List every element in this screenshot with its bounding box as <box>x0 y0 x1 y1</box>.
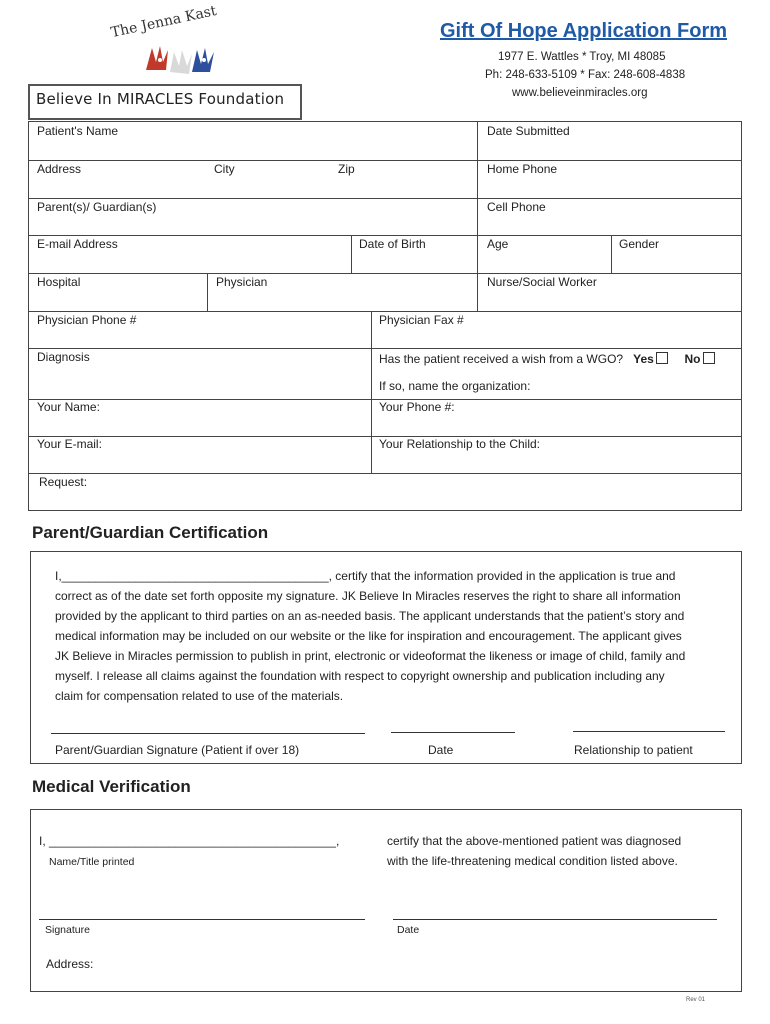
nurse-social-worker-field[interactable]: Nurse/Social Worker <box>487 275 597 289</box>
no-label: No <box>684 352 701 366</box>
guardians-field[interactable]: Parent(s)/ Guardian(s) <box>37 200 157 214</box>
logo-arc-text: The Jenna Kast <box>109 3 218 41</box>
form-title: Gift Of Hope Application Form <box>440 20 728 42</box>
relationship-field[interactable]: Your Relationship to the Child: <box>379 437 540 451</box>
header-address: 1977 E. Wattles * Troy, MI 48085 <box>498 51 666 63</box>
medical-certify-line1: certify that the above-mentioned patient was diagnosed <box>387 834 682 848</box>
medical-name-line[interactable]: I, ___________________________________________, <box>39 834 340 848</box>
cert-line: provided by the applicant to third parties on an as-needed basis. The applicant understands that the patient’s story and <box>55 609 685 623</box>
medical-address-field[interactable]: Address: <box>46 957 94 971</box>
diagnosis-field[interactable]: Diagnosis <box>37 350 90 364</box>
hospital-field[interactable]: Hospital <box>37 275 81 289</box>
organization-field[interactable]: If so, name the organization: <box>379 379 531 393</box>
patient-name-field[interactable]: Patient's Name <box>37 124 118 138</box>
zip-field[interactable]: Zip <box>338 162 355 176</box>
header-website: www.believeinmiracles.org <box>512 87 648 99</box>
cert-line: correct as of the date set forth opposite my signature. JK Believe In Miracles reserves the right to share all information <box>55 589 681 603</box>
wish-question <box>379 352 715 366</box>
home-phone-field[interactable]: Home Phone <box>487 162 558 176</box>
medical-signature-label: Signature <box>45 924 90 936</box>
certification-box <box>30 551 742 764</box>
guardian-signature-label: Parent/Guardian Signature (Patient if over 18) <box>55 743 300 757</box>
physician-field[interactable]: Physician <box>216 275 268 289</box>
gender-field[interactable]: Gender <box>619 237 660 251</box>
revision-label: Rev 01 <box>686 997 706 1003</box>
cert-line: myself. I release all claims against the foundation with respect to copyright ownership and publication including any <box>55 669 665 683</box>
date-submitted-field[interactable]: Date Submitted <box>487 124 570 138</box>
wish-question-text: Has the patient received a wish from a WGO? <box>379 352 624 366</box>
logo-name: Believe In MIRACLES Foundation <box>36 90 285 108</box>
cell-phone-field[interactable]: Cell Phone <box>487 200 546 214</box>
request-field[interactable]: Request: <box>39 475 88 489</box>
yes-label: Yes <box>633 352 654 366</box>
address-field[interactable]: Address <box>37 162 82 176</box>
cert-line: claim for compensation related to use of the materials. <box>55 689 344 703</box>
certification-text <box>55 566 735 706</box>
application-form-grid <box>28 121 742 511</box>
medical-certify-line2: with the life-threatening medical condition listed above. <box>387 854 678 868</box>
email-address-field[interactable]: E-mail Address <box>37 237 118 251</box>
no-checkbox[interactable] <box>703 352 715 364</box>
medical-verification-box <box>30 809 742 992</box>
relationship-line[interactable] <box>573 731 725 732</box>
header-phone: Ph: 248-633-5109 * Fax: 248-608-4838 <box>485 69 686 81</box>
cert-date-label: Date <box>428 743 454 757</box>
date-of-birth-field[interactable]: Date of Birth <box>359 237 426 251</box>
medical-signature-line[interactable] <box>39 919 365 920</box>
medical-verification-heading: Medical Verification <box>32 777 191 796</box>
cert-date-line[interactable] <box>391 732 515 733</box>
medical-date-label: Date <box>397 924 420 936</box>
physician-phone-field[interactable]: Physician Phone # <box>37 313 137 327</box>
medical-date-line[interactable] <box>393 919 717 920</box>
relationship-label: Relationship to patient <box>574 743 693 757</box>
guardian-signature-line[interactable] <box>51 733 365 734</box>
age-field[interactable]: Age <box>487 237 509 251</box>
cert-line: I,________________________________________, certify that the information provided in the application is true and <box>55 569 676 583</box>
name-title-printed-label: Name/Title printed <box>49 856 135 868</box>
foundation-logo <box>28 3 304 112</box>
your-email-field[interactable]: Your E-mail: <box>37 437 102 451</box>
your-name-field[interactable]: Your Name: <box>37 400 100 414</box>
cert-line: JK Believe in Miracles permission to publish in print, electronic or videoformat the likeness or image of child, family and <box>55 649 686 663</box>
certification-heading: Parent/Guardian Certification <box>32 523 269 542</box>
physician-fax-field[interactable]: Physician Fax # <box>379 313 464 327</box>
yes-checkbox[interactable] <box>656 352 668 364</box>
city-field[interactable]: City <box>214 162 235 176</box>
your-phone-field[interactable]: Your Phone #: <box>379 400 455 414</box>
cert-line: medical information may be included on our website or the like for inspiration and encouragement. The applicant gives <box>55 629 682 643</box>
